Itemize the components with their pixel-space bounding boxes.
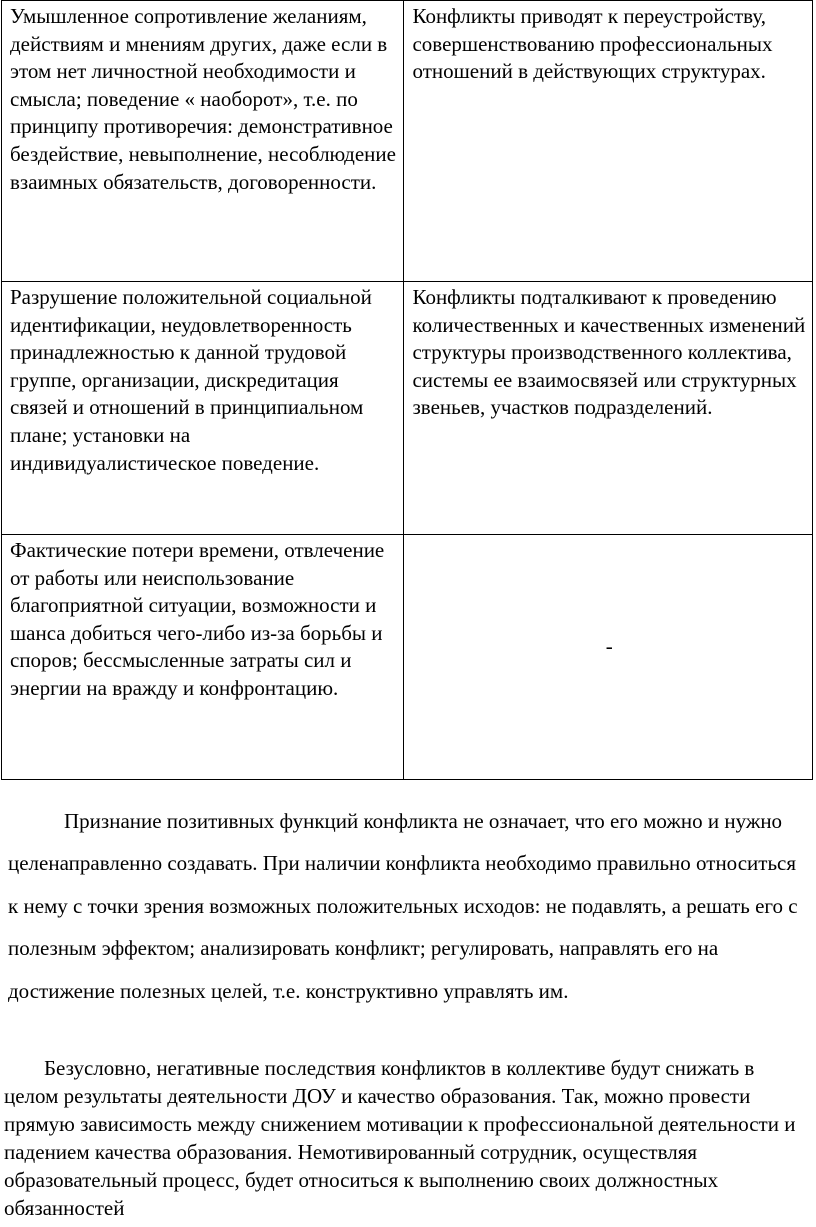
- table-row: [2, 282, 813, 535]
- table-row: [2, 1, 813, 282]
- negative-consequence-cell: Умышленное сопротивление желаниям, действиям и мнениям других, даже если в этом нет личностной необходимости и смысла; поведение « наоборот», т.е. по принципу противоречия: демонстративное бездействие, невыполнение, несоблюдение взаимных обязательств, договоренности.: [2, 1, 404, 282]
- negative-consequence-cell: Фактические потери времени, отвлечение от работы или неиспользование благоприятной ситуации, возможности и шанса добиться чего-либо из-за борьбы и споров; бессмысленные затраты сил и энергии на вражду и конфронтацию.: [2, 535, 404, 780]
- conflict-functions-table: [1, 0, 813, 780]
- table-row: [2, 535, 813, 780]
- positive-consequence-cell: Конфликты приводят к переустройству, совершенствованию профессиональных отношений в действующих структурах.: [404, 1, 813, 282]
- positive-consequence-cell: -: [404, 535, 813, 780]
- negative-consequence-cell: Разрушение положительной социальной идентификации, неудовлетворенность принадлежностью к данной трудовой группе, организации, дискредитация связей и отношений в принципиальном плане; установки на индивидуалистическое поведение.: [2, 282, 404, 535]
- positive-consequence-cell: Конфликты подталкивают к проведению количественных и качественных изменений структуры производственного коллектива, системы ее взаимосвязей или структурных звеньев, участков подразделений.: [404, 282, 813, 535]
- body-paragraph: Безусловно, негативные последствия конфликтов в коллективе будут снижать в целом результаты деятельности ДОУ и качество образования. Так, можно провести прямую зависимость между снижением мотивации к профессиональной деятельности и падением качества образования. Немотивированный сотрудник, осуществляя образовательный процесс, будет относиться к выполнению своих должностных обязанностей: [4, 1056, 796, 1221]
- body-paragraph: Признание позитивных функций конфликта не означает, что его можно и нужно целенаправленно создавать. При наличии конфликта необходимо правильно относиться к нему с точки зрения возможных положительных исходов: не подавлять, а решать его с полезным эффектом; анализировать конфликт; регулировать, направлять его на достижение полезных целей, т.е. конструктивно управлять им.: [8, 809, 798, 1003]
